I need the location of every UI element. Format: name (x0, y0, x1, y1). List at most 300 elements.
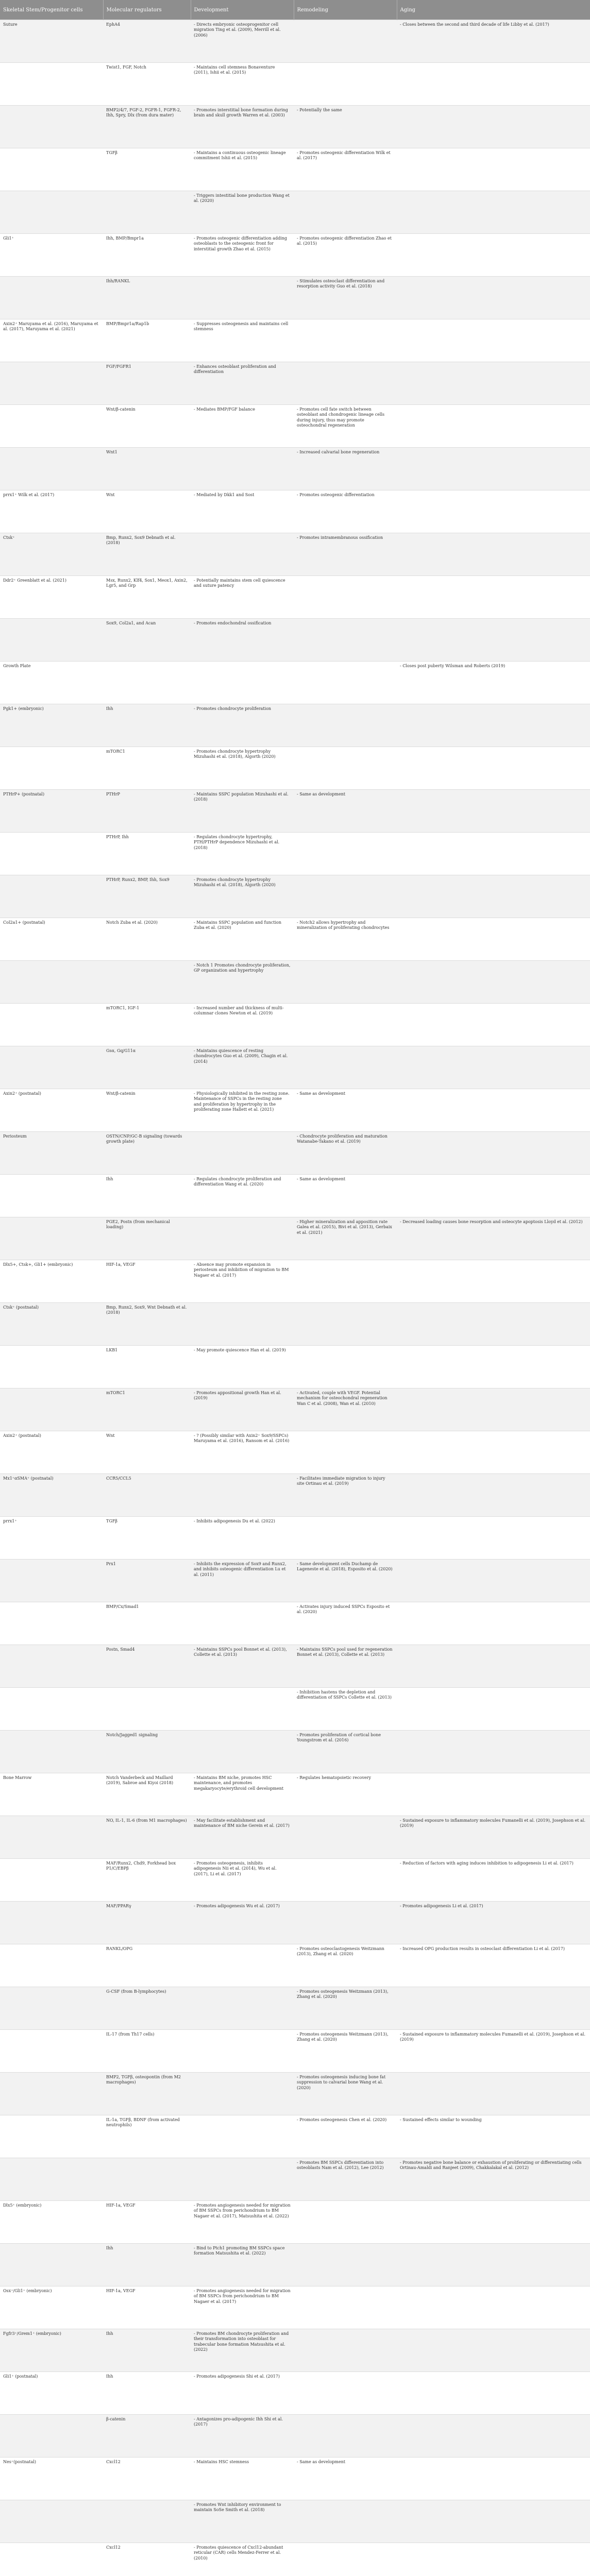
cell-aging (397, 1175, 590, 1217)
cell-aging (397, 1987, 590, 2030)
cell-regulator: PTHrP, Ihh (103, 833, 191, 875)
cell-regulator: β-catenin (103, 2415, 191, 2458)
cell-regulator: Cxcl12 (103, 2458, 191, 2500)
table-row (0, 1132, 590, 1175)
cell-regulator: CCR5/CCL5 (103, 1474, 191, 1517)
cell-cell-type (0, 2158, 103, 2201)
cell-cell-type (0, 1731, 103, 1773)
cell-development: - Promotes adipogenesis Wu et al. (2017) (191, 1902, 294, 1944)
cell-remodeling: - Facilitates immediate migration to injury site Ortinau et al. (2019) (294, 1474, 397, 1517)
cell-remodeling: - Chondrocyte proliferation and maturation Watanabe-Takano et al. (2019) (294, 1132, 397, 1175)
cell-regulator (103, 191, 191, 234)
cell-regulator: HIF-1a, VEGF (103, 1260, 191, 1303)
cell-remodeling (294, 191, 397, 234)
table-row (0, 2372, 590, 2415)
cell-development: - Increased number and thickness of multi-columnar clones Newton et al. (2019) (191, 1004, 294, 1046)
table-row (0, 1217, 590, 1260)
cell-aging: - Increased OPG production results in osteoclast differentiation Li et al. (2017) (397, 1944, 590, 1987)
cell-development: - Mediated by Dkk1 and Sost (191, 490, 294, 533)
cell-cell-type: Growth Plate (0, 662, 103, 704)
cell-aging (397, 362, 590, 405)
cell-remodeling (294, 1346, 397, 1388)
cell-regulator: Bmp, Runx2, Sox9, Wnt Debnath et al. (2018) (103, 1303, 191, 1346)
header-molecular-regulators: Molecular regulators (103, 0, 191, 20)
cell-development: - Regulates chondrocyte proliferation and differentiation Wang et al. (2020) (191, 1175, 294, 1217)
cell-aging (397, 2073, 590, 2115)
cell-cell-type (0, 1046, 103, 1089)
cell-regulator: OSTN/CNP/GC-B signaling (towards growth plate) (103, 1132, 191, 1175)
cell-regulator: Wnt1 (103, 448, 191, 490)
cell-aging: - Closes between the second and third decade of life Libby et al. (2017) (397, 20, 590, 63)
cell-aging: - Promotes adipogenesis Li et al. (2017) (397, 1902, 590, 1944)
table-row (0, 1303, 590, 1346)
cell-cell-type: Axin2⁺ (postnatal) (0, 1089, 103, 1132)
cell-cell-type: Osx⁺/Gli1⁺ (embryonic) (0, 2286, 103, 2329)
table-row (0, 1773, 590, 1816)
cell-cell-type (0, 1688, 103, 1731)
cell-aging (397, 2415, 590, 2458)
cell-regulator: Ihh (103, 2372, 191, 2415)
cell-development: - Absence may promote expansion in periosteum and inhibition of migration to BM Nagaer et al. (2017) (191, 1260, 294, 1303)
cell-remodeling: - Same as development (294, 790, 397, 833)
cell-remodeling (294, 1431, 397, 1474)
cell-remodeling: - Promotes osteogenesis Weitzmann (2013), Zhang et al. (2020) (294, 1987, 397, 2030)
table-row (0, 747, 590, 790)
cell-regulator: Wnt (103, 1431, 191, 1474)
cell-development: - Notch 1 Promotes chondrocyte proliferation, GP organization and hypertrophy (191, 961, 294, 1004)
table-row (0, 961, 590, 1004)
table-row (0, 576, 590, 619)
table-row (0, 2329, 590, 2372)
cell-aging (397, 2372, 590, 2415)
cell-regulator: Notch Vanderbeck and Maillard (2019), Sabroe and Kiyoi (2018) (103, 1773, 191, 1816)
cell-development: - Promotes osteogenic differentiation adding osteoblasts to the osteogenic front for interstitial growth Zhao et al. (2015) (191, 234, 294, 277)
cell-aging (397, 1132, 590, 1175)
cell-regulator: MAF/Runx2, Chd9, Forkhead box P1/C/EBPβ (103, 1859, 191, 1902)
cell-remodeling (294, 1004, 397, 1046)
cell-development: - Promotes chondrocyte hypertrophy Mizuhashi et al. (2018), Algorth (2020) (191, 875, 294, 918)
cell-remodeling (294, 961, 397, 1004)
cell-remodeling (294, 619, 397, 662)
cell-aging (397, 2500, 590, 2543)
cell-remodeling (294, 2201, 397, 2244)
cell-regulator: mTORC1 (103, 747, 191, 790)
table-row (0, 1645, 590, 1688)
cell-regulator: TGFβ (103, 148, 191, 191)
table-row (0, 833, 590, 875)
cell-aging (397, 63, 590, 106)
cell-aging (397, 2543, 590, 2576)
cell-cell-type (0, 961, 103, 1004)
table-row (0, 20, 590, 63)
cell-cell-type (0, 277, 103, 319)
cell-remodeling: - Promotes cell fate switch between osteoblast and chondrogenic lineage cells during injury, thus may promote osteochondral regeneration (294, 405, 397, 448)
cell-cell-type (0, 1944, 103, 1987)
cell-remodeling: - Stimulates osteoclast differentiation and resorption activity Guo et al. (2018) (294, 277, 397, 319)
cell-cell-type (0, 362, 103, 405)
cell-remodeling: - Promotes osteogenesis Weitzmann (2013), Zhang et al. (2020) (294, 2030, 397, 2073)
cell-regulator: Prx1 (103, 1560, 191, 1602)
cell-cell-type (0, 2244, 103, 2286)
cell-cell-type (0, 1602, 103, 1645)
cell-regulator: Ihh, BMP/Bmpr1a (103, 234, 191, 277)
cell-cell-type (0, 2500, 103, 2543)
cell-remodeling (294, 2244, 397, 2286)
cell-cell-type (0, 405, 103, 448)
cell-remodeling (294, 875, 397, 918)
cell-regulator: mTORC1 (103, 1388, 191, 1431)
cell-aging (397, 1645, 590, 1688)
cell-cell-type (0, 1902, 103, 1944)
cell-regulator: NO, IL-1, IL-6 (from M1 macrophages) (103, 1816, 191, 1859)
cell-aging (397, 1517, 590, 1560)
cell-cell-type (0, 1859, 103, 1902)
cell-regulator: IL-1a, TGFβ, BDNF (from activated neutrophils) (103, 2115, 191, 2158)
table-row (0, 790, 590, 833)
cell-development: - Antagonizes pro-adipogenic Ihh Shi et al. (2017) (191, 2415, 294, 2458)
cell-cell-type: Dlx5+, Ctsk+, Gli1+ (embryonic) (0, 1260, 103, 1303)
cell-development: - Physiologically inhibited in the resting zone. Maintenance of SSPCs in the resting zone and proliferation by hypertrophy in the proliferating zone Hallett et al. (2021) (191, 1089, 294, 1132)
cell-remodeling (294, 1816, 397, 1859)
cell-aging (397, 1474, 590, 1517)
cell-aging (397, 448, 590, 490)
cell-development: - Promotes angiogenesis needed for migration of BM SSPCs from perichondrium to BM Nagaer et al. (2017) (191, 2286, 294, 2329)
table-row (0, 63, 590, 106)
cell-aging: - Promotes negative bone balance or exhaustion of proliferating or differentiating cells Ortinau-Amaldi and Ranjeet (2009), Chakkalakal et al. (2012) (397, 2158, 590, 2201)
cell-development: - Promotes interstitial bone formation during brain and skull growth Warren et al. (2003) (191, 106, 294, 148)
cell-aging (397, 148, 590, 191)
cell-development: - Maintains SSPCs pool Bonnet et al. (2013), Collette et al. (2013) (191, 1645, 294, 1688)
cell-development (191, 1474, 294, 1517)
cell-development: - Inhibits the expression of Sox9 and Runx2, and inhibits osteogenic differentiation Lu et al. (2011) (191, 1560, 294, 1602)
table-row (0, 2415, 590, 2458)
cell-regulator: LKB1 (103, 1346, 191, 1388)
cell-aging: - Closes post puberty Wilsman and Roberts (2019) (397, 662, 590, 704)
cell-regulator: BMP2/4/7, FGF-2, FGFR-1, FGFR-2, Ihh, Spry, Dlx (from dura mater) (103, 106, 191, 148)
cell-aging (397, 490, 590, 533)
cell-aging (397, 2329, 590, 2372)
table-row (0, 362, 590, 405)
cell-aging (397, 1602, 590, 1645)
cell-development: - Promotes chondrocyte proliferation (191, 704, 294, 747)
cell-remodeling: - Higher mineralization and apposition rate Galea et al. (2015), Bivi et al. (2013), Gerbaix et al. (2021) (294, 1217, 397, 1260)
cell-aging (397, 2201, 590, 2244)
cell-development: - Mediates BMP/FGF balance (191, 405, 294, 448)
cell-cell-type (0, 63, 103, 106)
cell-cell-type (0, 1645, 103, 1688)
table-row (0, 2030, 590, 2073)
cell-development: - Promotes appositional growth Han et al. (2019) (191, 1388, 294, 1431)
cell-development: - Promotes chondrocyte hypertrophy Mizuhashi et al. (2018), Algorth (2020) (191, 747, 294, 790)
table-header-row (0, 0, 590, 20)
cell-cell-type (0, 1175, 103, 1217)
cell-remodeling (294, 2286, 397, 2329)
cell-remodeling (294, 1303, 397, 1346)
cell-aging (397, 319, 590, 362)
cell-cell-type (0, 2073, 103, 2115)
table-row (0, 277, 590, 319)
cell-aging (397, 1773, 590, 1816)
cell-remodeling (294, 20, 397, 63)
cell-cell-type: Gli1⁺ (0, 234, 103, 277)
cell-aging (397, 2244, 590, 2286)
table-row (0, 1987, 590, 2030)
cell-regulator: Ihh (103, 2244, 191, 2286)
cell-cell-type: Mx1⁺αSMA⁺ (postnatal) (0, 1474, 103, 1517)
cell-development: - May facilitate establishment and maintenance of BM niche Gerein et al. (2017) (191, 1816, 294, 1859)
cell-remodeling (294, 833, 397, 875)
cell-aging: - Sustained exposure to inflammatory molecules Fumanelli et al. (2019), Josephson et al. (2019) (397, 2030, 590, 2073)
cell-cell-type: PTHrP+ (postnatal) (0, 790, 103, 833)
header-aging: Aging (397, 0, 590, 20)
cell-cell-type: Col2a1+ (postnatal) (0, 918, 103, 961)
cell-aging (397, 1731, 590, 1773)
cell-remodeling (294, 576, 397, 619)
cell-regulator: PTHrP (103, 790, 191, 833)
cell-development: - Promotes endochondral ossification (191, 619, 294, 662)
cell-regulator: Cxcl12 (103, 2543, 191, 2576)
cell-regulator: Twist1, FGF, Notch (103, 63, 191, 106)
cell-development: - Maintains SSPC population and function Zuba et al. (2020) (191, 918, 294, 961)
cell-aging (397, 918, 590, 961)
table-row (0, 1260, 590, 1303)
cell-remodeling (294, 662, 397, 704)
cell-regulator (103, 1688, 191, 1731)
cell-remodeling: - Same as development (294, 2458, 397, 2500)
cell-aging (397, 533, 590, 576)
table-row (0, 1560, 590, 1602)
cell-cell-type (0, 448, 103, 490)
table-row (0, 1346, 590, 1388)
cell-aging (397, 234, 590, 277)
cell-aging (397, 833, 590, 875)
cell-cell-type (0, 191, 103, 234)
cell-development: - Maintains SSPC population Mizuhashi et al. (2018) (191, 790, 294, 833)
cell-aging (397, 961, 590, 1004)
cell-cell-type (0, 1560, 103, 1602)
cell-aging (397, 576, 590, 619)
cell-remodeling: - Regulates hematopoietic recovery (294, 1773, 397, 1816)
cell-cell-type (0, 1346, 103, 1388)
cell-development (191, 1132, 294, 1175)
cell-remodeling (294, 1046, 397, 1089)
cell-remodeling: - Potentially the same (294, 106, 397, 148)
cell-development (191, 2158, 294, 2201)
cell-cell-type (0, 1004, 103, 1046)
cell-cell-type: Pgk1+ (embryonic) (0, 704, 103, 747)
table-row (0, 2115, 590, 2158)
cell-cell-type: Bone Marrow (0, 1773, 103, 1816)
cell-aging: - Decreased loading causes bone resorption and osteocyte apoptosis Lloyd et al. (2012) (397, 1217, 590, 1260)
cell-cell-type (0, 1816, 103, 1859)
table-body (0, 20, 590, 2576)
cell-remodeling: - Promotes BM SSPCs differentiation into osteoblasts Nam et al. (2012), Lee (2012) (294, 2158, 397, 2201)
cell-development (191, 1217, 294, 1260)
cell-regulator: FGF/FGFR1 (103, 362, 191, 405)
table-row (0, 1046, 590, 1089)
cell-regulator: mTORC1, IGF-1 (103, 1004, 191, 1046)
cell-aging (397, 1688, 590, 1731)
table-row (0, 191, 590, 234)
cell-regulator (103, 961, 191, 1004)
table-row (0, 1175, 590, 1217)
cell-remodeling: - Inhibition hastens the depletion and differentiation of SSPCs Collette et al. (2013) (294, 1688, 397, 1731)
cell-regulator (103, 662, 191, 704)
cell-cell-type (0, 1217, 103, 1260)
cell-regulator: Notch Zuba et al. (2020) (103, 918, 191, 961)
cell-cell-type (0, 2115, 103, 2158)
cell-remodeling (294, 1902, 397, 1944)
table-row (0, 918, 590, 961)
cell-regulator: Msx, Runx2, Klf4, Sox1, Meox1, Axin2, Lgr5, and Grp (103, 576, 191, 619)
cell-remodeling: - Activates injury induced SSPCs Esposito et al. (2020) (294, 1602, 397, 1645)
cell-regulator: Wnt (103, 490, 191, 533)
cell-remodeling (294, 362, 397, 405)
cell-development: - Triggers intestitial bone production Wang et al. (2020) (191, 191, 294, 234)
cell-cell-type (0, 2543, 103, 2576)
cell-cell-type: Gli1⁺ (postnatal) (0, 2372, 103, 2415)
cell-remodeling: - Increased calvarial bone regeneration (294, 448, 397, 490)
cell-regulator: Wnt/β-catenin (103, 1089, 191, 1132)
cell-cell-type: Ddr2⁺ Greenblatt et al. (2021) (0, 576, 103, 619)
table-row (0, 1431, 590, 1474)
cell-regulator: BMP/Bmpr1a/Rap1b (103, 319, 191, 362)
cell-development: - Promotes quiescence of Cxcl12-abundant reticular (CAR) cells Mendez-Ferrer et al. (2010) (191, 2543, 294, 2576)
cell-cell-type: Dlx5⁺ (embryonic) (0, 2201, 103, 2244)
cell-development: - Promotes osteogenesis, inhibits adipogenesis Nii et al. (2014), Wu et al. (2017), Li et al. (2017) (191, 1859, 294, 1902)
cell-remodeling: - Promotes osteogenic differentiation Wilk et al. (2017) (294, 148, 397, 191)
cell-remodeling (294, 2415, 397, 2458)
cell-regulator: TGFβ (103, 1517, 191, 1560)
table-row (0, 1944, 590, 1987)
cell-development: - Enhances osteoblast proliferation and differentiation (191, 362, 294, 405)
cell-development: - Maintains BM niche, promotes HSC maintenance, and promotes megakaryocyte/erythroid cell development (191, 1773, 294, 1816)
cell-aging (397, 1431, 590, 1474)
cell-aging (397, 2286, 590, 2329)
table-row (0, 106, 590, 148)
cell-cell-type: Periosteum (0, 1132, 103, 1175)
header-skeletal-stem-cells: Skeletal Stem/Progenitor cells (0, 0, 103, 20)
cell-cell-type: Fgfr3⁺/Grem1⁺ (embryonic) (0, 2329, 103, 2372)
cell-cell-type: Axin2⁺ (postnatal) (0, 1431, 103, 1474)
cell-development: - Maintains quiescence of resting chondrocytes Guo et al. (2009), Chagin et al. (2014) (191, 1046, 294, 1089)
cell-development: - Regulates chondrocyte hypertrophy, PTH/PTHrP dependence Mizuhashi et al. (2018) (191, 833, 294, 875)
cell-aging (397, 790, 590, 833)
cell-development (191, 1944, 294, 1987)
cell-remodeling: - Promotes osteogenic differentiation Zhao et al. (2015) (294, 234, 397, 277)
cell-remodeling: - Maintains SSPCs pool used for regeneration Bonnet et al. (2013), Collette et al. (2013) (294, 1645, 397, 1688)
cell-regulator: Notch/Jagged1 signaling (103, 1731, 191, 1773)
cell-development: - Maintains a continuous osteogenic lineage commitment Ishii et al. (2015) (191, 148, 294, 191)
header-development: Development (191, 0, 294, 20)
cell-aging (397, 1046, 590, 1089)
cell-regulator: Ihh (103, 2329, 191, 2372)
cell-remodeling: - Same development cells Duchamp de Lageneste et al. (2018), Esposito et al. (2020) (294, 1560, 397, 1602)
cell-cell-type: prrx1⁺ Wilk et al. (2017) (0, 490, 103, 533)
cell-regulator: BMP/Cx/Smad1 (103, 1602, 191, 1645)
cell-remodeling (294, 2329, 397, 2372)
cell-development (191, 1731, 294, 1773)
table-row (0, 1004, 590, 1046)
cell-cell-type (0, 1388, 103, 1431)
cell-regulator: Bmp, Runx2, Sox9 Debnath et al. (2018) (103, 533, 191, 576)
table-row (0, 1474, 590, 1517)
cell-development (191, 662, 294, 704)
cell-aging (397, 1560, 590, 1602)
cell-regulator: Wnt/β-catenin (103, 405, 191, 448)
cell-remodeling: - Promotes osteogenesis Chen et al. (2020) (294, 2115, 397, 2158)
cell-development (191, 1688, 294, 1731)
cell-development: - Promotes angiogenesis needed for migration of BM SSPCs from perichondrium to BM Nagaer et al. (2017), Matsushita et al. (2022) (191, 2201, 294, 2244)
cell-cell-type: Nes⁺(postnatal) (0, 2458, 103, 2500)
cell-remodeling: - Promotes osteoclastogenesis Weitzmann (2013), Zhang et al. (2020) (294, 1944, 397, 1987)
table-row (0, 1902, 590, 1944)
cell-development (191, 2115, 294, 2158)
cell-regulator: Gsα, Gq/G11α (103, 1046, 191, 1089)
table-row (0, 234, 590, 277)
cell-cell-type (0, 875, 103, 918)
cell-remodeling (294, 2372, 397, 2415)
cell-remodeling (294, 1859, 397, 1902)
cell-aging (397, 619, 590, 662)
cell-development: - Promotes BM chondrocyte proliferation and their transformation into osteoblast for trabecular bone formation Matsushita et al. (2022) (191, 2329, 294, 2372)
header-remodeling: Remodeling (294, 0, 397, 20)
cell-remodeling (294, 2500, 397, 2543)
cell-cell-type: prrx1⁺ (0, 1517, 103, 1560)
cell-cell-type (0, 1987, 103, 2030)
cell-remodeling: - Promotes proliferation of cortical bone Youngstrom et al. (2016) (294, 1731, 397, 1773)
table-row (0, 662, 590, 704)
cell-regulator: Ihh (103, 1175, 191, 1217)
table-row (0, 2073, 590, 2115)
table-row (0, 448, 590, 490)
cell-aging (397, 277, 590, 319)
cell-development: - Promotes Wnt inhibitory environment to maintain SoSe Smith et al. (2018) (191, 2500, 294, 2543)
cell-regulator: Sox9, Col2a1, and Acan (103, 619, 191, 662)
cell-cell-type (0, 148, 103, 191)
cell-remodeling: - Activated, couple with VEGF. Potential mechanism for osteochondral regeneration Wan C et al. (2008), Wan et al. (2010) (294, 1388, 397, 1431)
cell-development: - Inhibits adipogenesis Du et al. (2022) (191, 1517, 294, 1560)
cell-aging (397, 747, 590, 790)
cell-cell-type (0, 2030, 103, 2073)
cell-cell-type (0, 747, 103, 790)
cell-aging (397, 1303, 590, 1346)
table-row (0, 490, 590, 533)
cell-cell-type (0, 106, 103, 148)
cell-aging (397, 704, 590, 747)
cell-development (191, 533, 294, 576)
cell-remodeling (294, 2543, 397, 2576)
table-row (0, 1816, 590, 1859)
table-row (0, 704, 590, 747)
table-row (0, 1089, 590, 1132)
table-row (0, 1731, 590, 1773)
table-row (0, 1688, 590, 1731)
cell-remodeling: - Notch2 allows hypertrophy and mineralization of proliferating chondrocytes (294, 918, 397, 961)
cell-regulator: Ihh/RANKL (103, 277, 191, 319)
cell-development: - Potentially maintains stem cell quiescence and suture patency (191, 576, 294, 619)
cell-remodeling: - Promotes intramembranous ossification (294, 533, 397, 576)
cell-aging (397, 405, 590, 448)
cell-regulator: RANKL/OPG (103, 1944, 191, 1987)
cell-cell-type: Suture (0, 20, 103, 63)
cell-regulator: IL-17 (from Th17 cells) (103, 2030, 191, 2073)
cell-development: - Promotes adipogenesis Shi et al. (2017) (191, 2372, 294, 2415)
cell-development: - Maintains cell stemness Bonaventure (2011), Ishii et al. (2015) (191, 63, 294, 106)
table-row (0, 875, 590, 918)
cell-regulator: BMP2, TGFβ, osteopontin (from M2 macrophages) (103, 2073, 191, 2115)
cell-regulator: EphA4 (103, 20, 191, 63)
